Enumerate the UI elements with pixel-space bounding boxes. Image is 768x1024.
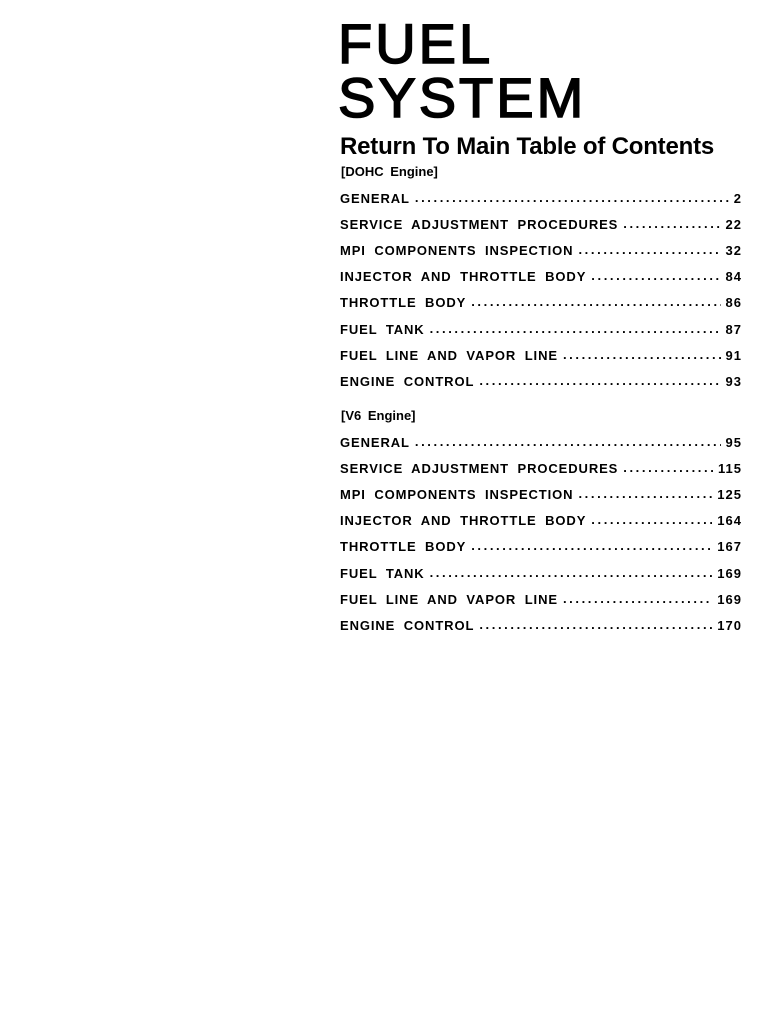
toc-entry-page: 86 — [725, 295, 742, 311]
dot-leader — [430, 322, 721, 335]
dot-leader — [563, 348, 721, 361]
toc-entry-page: 115 — [718, 460, 742, 476]
toc-entry-title: FUEL TANK — [340, 321, 425, 337]
toc-entry-v6-service-adjustment-procedures[interactable] — [340, 455, 742, 481]
toc-entry-page: 93 — [725, 373, 742, 389]
dot-leader — [591, 269, 720, 282]
toc-list-v6 — [340, 429, 742, 639]
toc-entry-page: 169 — [717, 565, 742, 581]
toc-entry-page: 169 — [717, 591, 742, 607]
toc-entry-page: 2 — [733, 190, 742, 206]
toc-entry-v6-engine-control[interactable] — [340, 612, 742, 638]
toc-entry-dohc-fuel-line-and-vapor-line[interactable] — [340, 342, 742, 368]
dot-leader — [563, 592, 712, 605]
dot-leader — [471, 295, 720, 308]
dot-leader — [578, 487, 712, 500]
toc-entry-page: 32 — [725, 242, 742, 258]
toc-entry-dohc-engine-control[interactable] — [340, 368, 742, 394]
toc-entry-page: 95 — [725, 434, 742, 450]
page-title-line-2: SYSTEM — [338, 66, 587, 129]
toc-entry-title: GENERAL — [340, 190, 410, 206]
toc-entry-page: 164 — [717, 513, 742, 529]
toc-entry-title: MPI COMPONENTS INSPECTION — [340, 242, 574, 258]
page-title-line-1: FUEL — [338, 12, 494, 75]
dot-leader — [479, 618, 712, 631]
toc-entry-dohc-general[interactable] — [340, 185, 742, 211]
toc-entry-title: ENGINE CONTROL — [340, 373, 475, 389]
section-label-dohc: [DOHC Engine] — [341, 164, 438, 179]
toc-entry-v6-throttle-body[interactable] — [340, 534, 742, 560]
toc-entry-title: INJECTOR AND THROTTLE BODY — [340, 269, 587, 285]
dot-leader — [479, 374, 720, 387]
toc-entry-page: 22 — [725, 216, 742, 232]
toc-entry-v6-injector-and-throttle-body[interactable] — [340, 508, 742, 534]
toc-entry-page: 87 — [725, 321, 742, 337]
toc-entry-title: THROTTLE BODY — [340, 539, 467, 555]
toc-entry-title: MPI COMPONENTS INSPECTION — [340, 486, 574, 502]
toc-entry-title: SERVICE ADJUSTMENT PROCEDURES — [340, 460, 619, 476]
return-to-main-toc-link[interactable]: Return To Main Table of Contents — [340, 133, 715, 160]
toc-list-dohc — [340, 185, 742, 395]
toc-entry-dohc-throttle-body[interactable] — [340, 290, 742, 316]
toc-entry-page: 84 — [725, 269, 742, 285]
dot-leader — [471, 539, 712, 552]
toc-entry-v6-fuel-line-and-vapor-line[interactable] — [340, 586, 742, 612]
toc-entry-page: 167 — [717, 539, 742, 555]
dot-leader — [415, 191, 729, 204]
toc-entry-dohc-injector-and-throttle-body[interactable] — [340, 264, 742, 290]
toc-entry-title: THROTTLE BODY — [340, 295, 467, 311]
toc-entry-title: FUEL TANK — [340, 565, 425, 581]
toc-entry-dohc-mpi-components-inspection[interactable] — [340, 237, 742, 263]
toc-entry-page: 125 — [717, 486, 742, 502]
toc-entry-dohc-fuel-tank[interactable] — [340, 316, 742, 342]
toc-entry-page: 91 — [725, 347, 742, 363]
dot-leader — [623, 461, 713, 474]
dot-leader — [415, 435, 721, 448]
toc-entry-title: FUEL LINE AND VAPOR LINE — [340, 347, 558, 363]
dot-leader — [430, 566, 713, 579]
toc-entry-title: GENERAL — [340, 434, 410, 450]
toc-entry-v6-mpi-components-inspection[interactable] — [340, 481, 742, 507]
toc-entry-title: FUEL LINE AND VAPOR LINE — [340, 591, 558, 607]
toc-entry-v6-fuel-tank[interactable] — [340, 560, 742, 586]
dot-leader — [591, 513, 712, 526]
toc-entry-title: SERVICE ADJUSTMENT PROCEDURES — [340, 216, 619, 232]
toc-entry-title: ENGINE CONTROL — [340, 617, 475, 633]
toc-entry-v6-general[interactable] — [340, 429, 742, 455]
dot-leader — [578, 243, 720, 256]
dot-leader — [623, 217, 720, 230]
toc-entry-dohc-service-adjustment-procedures[interactable] — [340, 211, 742, 237]
toc-entry-page: 170 — [717, 617, 742, 633]
toc-entry-title: INJECTOR AND THROTTLE BODY — [340, 513, 587, 529]
section-label-v6: [V6 Engine] — [341, 408, 416, 423]
